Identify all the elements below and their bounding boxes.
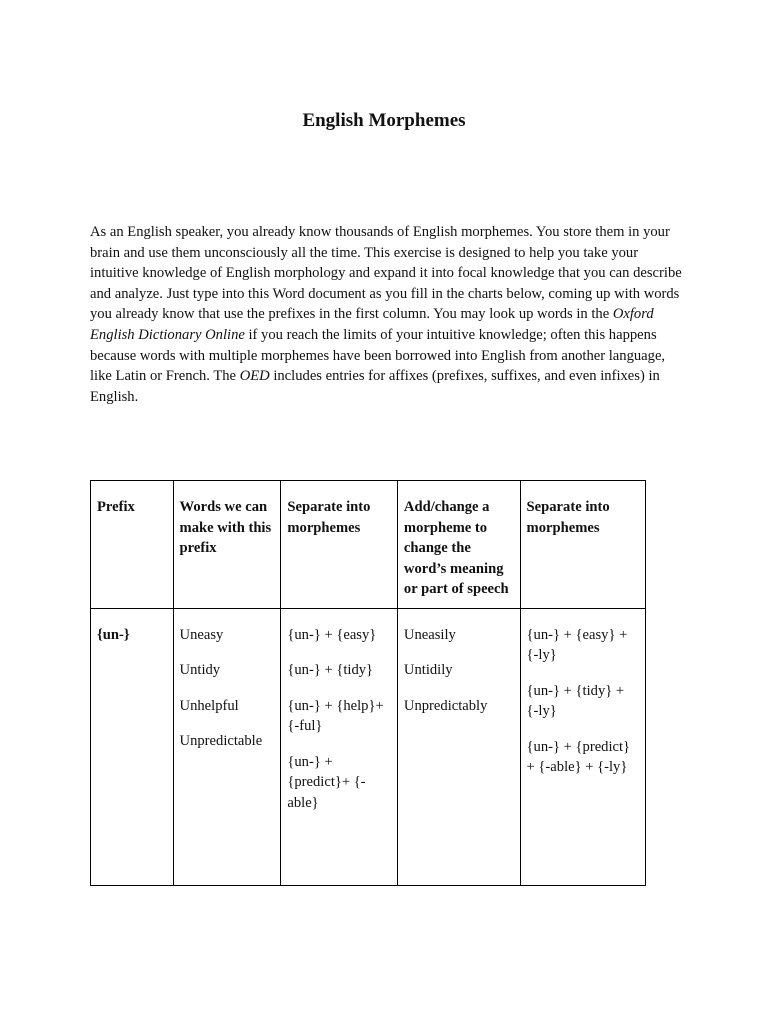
morpheme-entry: {un-} + {predict} + {-able} + {-ly}: [526, 738, 631, 775]
header-words: Words we can make with this prefix: [173, 481, 281, 609]
header-prefix: Prefix: [91, 481, 174, 609]
morpheme-entry: {un-} + {predict}+ {-able}: [287, 753, 366, 811]
morpheme-entry: {un-} + {easy}: [287, 626, 377, 643]
word-entry: Unhelpful: [179, 697, 239, 714]
cell-separate-1[interactable]: [281, 608, 398, 885]
header-separate-2: Separate into morphemes: [520, 481, 645, 609]
prefix-value: {un-}: [97, 626, 130, 643]
word-entry: Untidy: [179, 662, 221, 678]
morpheme-table: [90, 480, 646, 886]
changed-word-entry: Uneasily: [403, 626, 456, 643]
cell-separate-2[interactable]: [520, 608, 645, 885]
table-row: [91, 608, 646, 885]
word-entry: Unpredictable: [179, 733, 263, 749]
changed-word-entry: Untidily: [403, 662, 453, 678]
intro-oed-abbr: OED: [239, 368, 270, 385]
intro-paragraph: [90, 222, 686, 407]
morpheme-entry: {un-} + {tidy} + {-ly}: [526, 682, 625, 719]
header-change: Add/change a morpheme to change the word’s meaning or part of speech: [397, 481, 520, 609]
changed-word-entry: Unpredictably: [403, 697, 488, 714]
morpheme-entry: {un-} + {tidy}: [287, 662, 374, 678]
intro-text-3: includes entries for affixes (prefixes, suffixes, and even infixes) in English.: [90, 368, 660, 405]
intro-oed-full: Oxford English Dictionary Online: [90, 306, 654, 343]
cell-prefix[interactable]: [91, 608, 174, 885]
morpheme-entry: {un-} + {help}+ {-ful}: [287, 697, 384, 734]
word-entry: Uneasy: [179, 626, 224, 643]
cell-words[interactable]: [173, 608, 281, 885]
page-title: English Morphemes: [302, 110, 466, 131]
table-header-row: [91, 481, 646, 609]
cell-changed[interactable]: [397, 608, 520, 885]
intro-text-2: if you reach the limits of your intuitive knowledge; often this happens because words with multiple morphemes have been borrowed into English from another language, like Latin or French. The: [90, 326, 666, 385]
header-separate-1: Separate into morphemes: [281, 481, 398, 609]
intro-text-1: As an English speaker, you already know thousands of English morphemes. You store them in your brain and use them unconsciously all the time. This exercise is designed to help you take your intuitive knowledge of English morphology and expand it into focal knowledge that you can describe and analyze. Just type into this Word document as you fill in the charts below, coming up with words you already know that use the prefixes in the first column. You may look up words in the: [90, 224, 682, 323]
morpheme-entry: {un-} + {easy} + {-ly}: [526, 626, 628, 663]
